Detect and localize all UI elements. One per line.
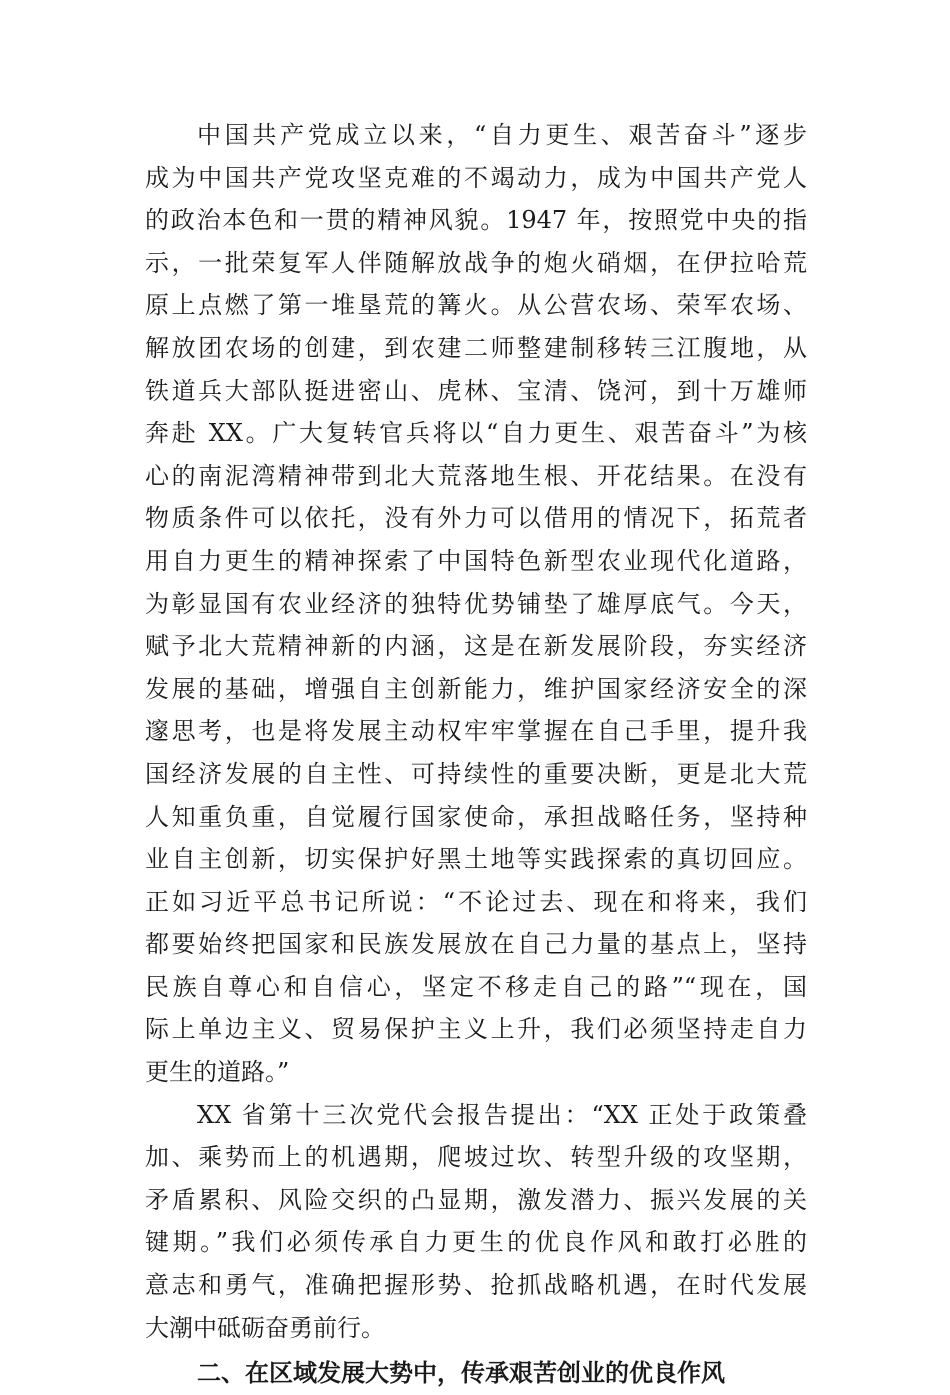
paragraph-line: 为彰显国有农业经济的独特优势铺垫了雄厚底气。今天， <box>145 589 807 618</box>
paragraph-line: XX 省第十三次党代会报告提出：“XX 正处于政策叠 <box>197 1100 807 1129</box>
document-page <box>145 114 807 1395</box>
paragraph-line: 正如习近平总书记所说：“不论过去、现在和将来，我们 <box>145 887 807 916</box>
paragraph-line: 国经济发展的自主性、可持续性的重要决断，更是北大荒 <box>145 759 807 788</box>
paragraph-line: 解放团农场的创建，到农建二师整建制移转三江腹地，从 <box>145 333 807 362</box>
section-heading: 二、在区域发展大势中，传承艰苦创业的优良作风 <box>197 1358 725 1388</box>
paragraph-line: 成为中国共产党攻坚克难的不竭动力，成为中国共产党人 <box>145 163 807 192</box>
paragraph-line: 加、乘势而上的机遇期，爬坡过坎、转型升级的攻坚期， <box>145 1143 807 1172</box>
paragraph-line: 中国共产党成立以来，“自力更生、艰苦奋斗”逐步 <box>197 121 807 149</box>
paragraph-line: 民族自尊心和自信心，坚定不移走自己的路”“现在，国 <box>145 972 807 1001</box>
paragraph-line: 矛盾累积、风险交织的凸显期，激发潜力、振兴发展的关 <box>145 1185 807 1214</box>
paragraph-line: 用自力更生的精神探索了中国特色新型农业现代化道路， <box>145 546 807 575</box>
paragraph-line: 铁道兵大部队挺进密山、虎林、宝清、饶河，到十万雄师 <box>145 376 807 405</box>
paragraph-line: 示，一批荣复军人伴随解放战争的炮火硝烟，在伊拉哈荒 <box>145 248 807 277</box>
paragraph-line: 原上点燃了第一堆垦荒的篝火。从公营农场、荣军农场、 <box>145 291 807 320</box>
paragraph-line: 更生的道路。” <box>145 1058 290 1087</box>
paragraph-line: 赋予北大荒精神新的内涵，这是在新发展阶段，夯实经济 <box>145 632 807 661</box>
paragraph-line: 的政治本色和一贯的精神风貌。1947 年，按照党中央的指 <box>145 206 807 235</box>
body-paragraph <box>145 1094 807 1350</box>
paragraph-line: 键期。”我们必须传承自力更生的优良作风和敢打必胜的 <box>145 1228 807 1257</box>
paragraph-line: 奔赴 XX。广大复转官兵将以“自力更生、艰苦奋斗”为核 <box>145 419 807 448</box>
paragraph-line: 物质条件可以依托，没有外力可以借用的情况下，拓荒者 <box>145 504 807 533</box>
body-paragraph <box>145 114 807 1094</box>
paragraph-line: 际上单边主义、贸易保护主义上升，我们必须坚持走自力 <box>145 1015 807 1044</box>
paragraph-line: 人知重负重，自觉履行国家使命，承担战略任务，坚持种 <box>145 802 807 831</box>
paragraph-line: 大潮中砥砺奋勇前行。 <box>145 1313 385 1342</box>
paragraph-line: 心的南泥湾精神带到北大荒落地生根、开花结果。在没有 <box>145 461 807 490</box>
paragraph-line: 都要始终把国家和民族发展放在自己力量的基点上，坚持 <box>145 930 807 959</box>
paragraph-line: 意志和勇气，准确把握形势、抢抓战略机遇，在时代发展 <box>145 1271 807 1300</box>
paragraph-line: 邃思考，也是将发展主动权牢牢掌握在自己手里，提升我 <box>145 717 807 746</box>
paragraph-line: 发展的基础，增强自主创新能力，维护国家经济安全的深 <box>145 674 807 703</box>
paragraph-line: 业自主创新，切实保护好黑土地等实践探索的真切回应。 <box>145 845 807 874</box>
